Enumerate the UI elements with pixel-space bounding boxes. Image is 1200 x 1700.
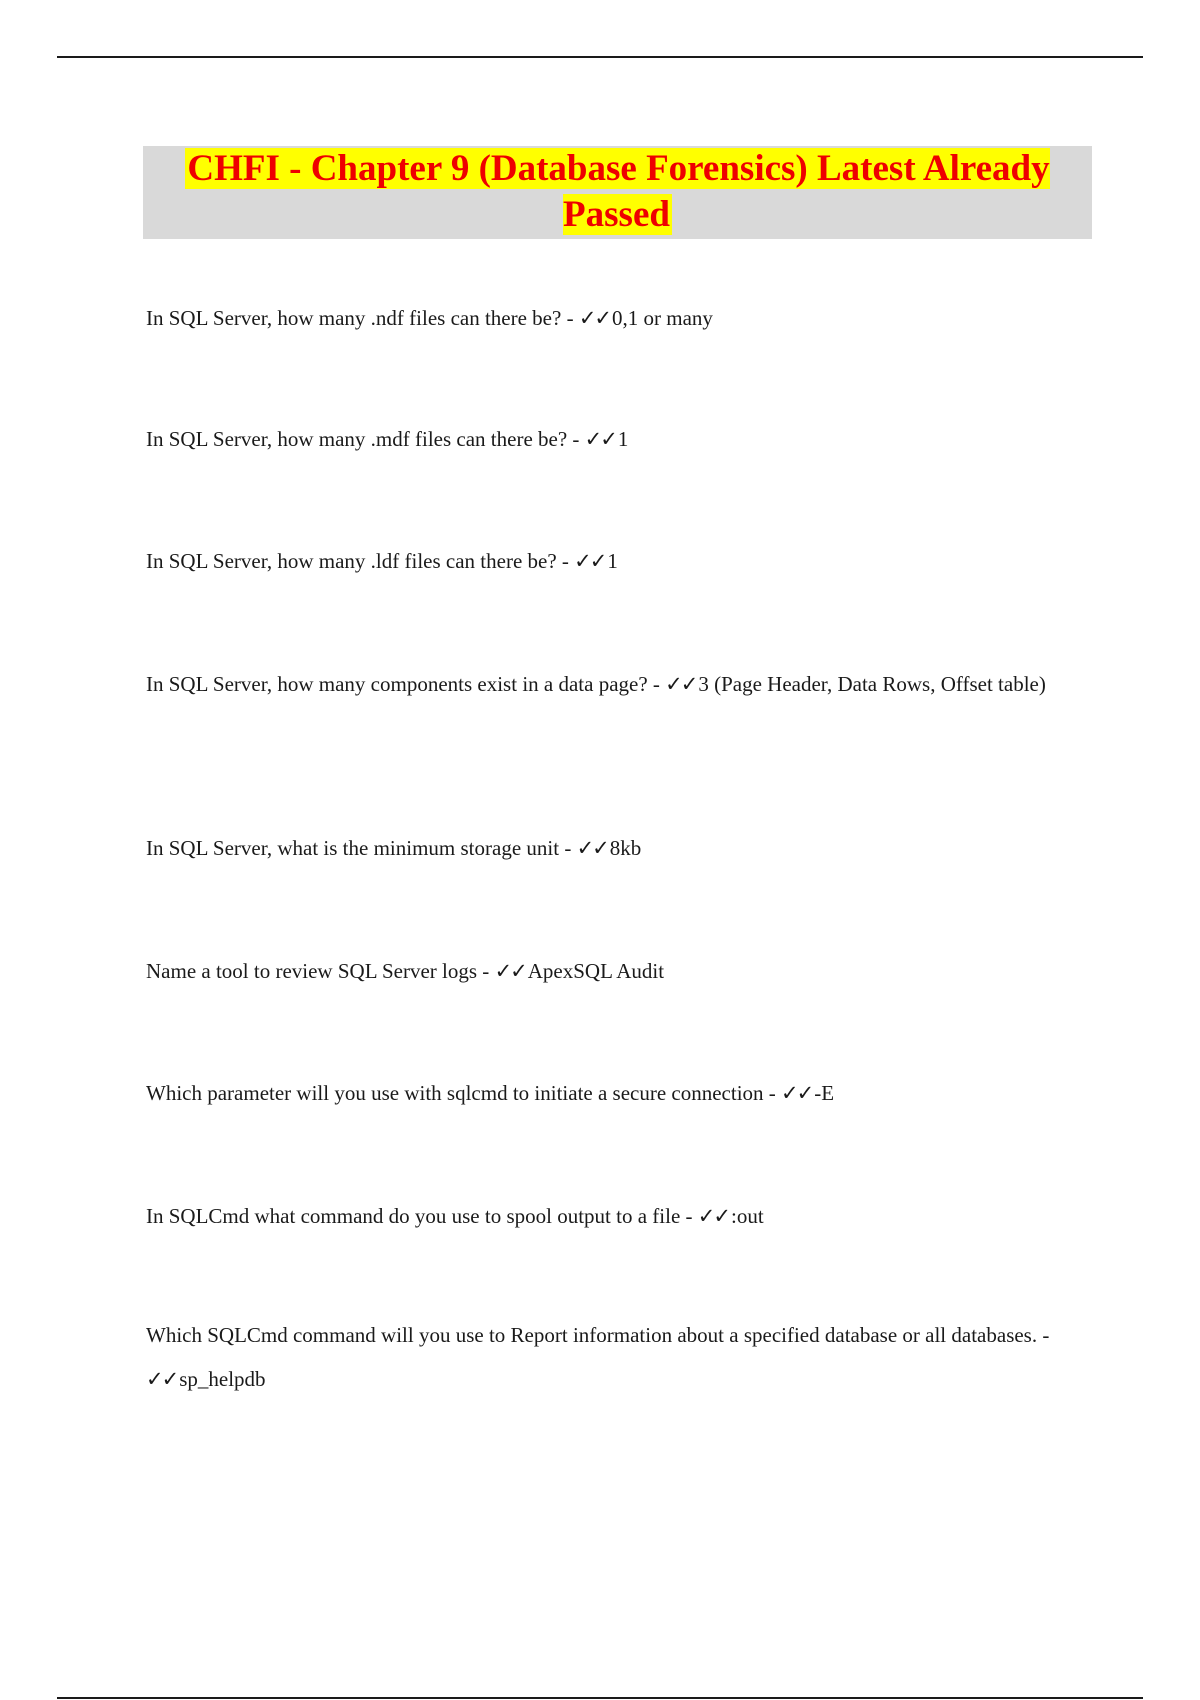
qa-item <box>146 539 1086 583</box>
qa-item <box>146 1194 1086 1238</box>
question-text: In SQL Server, how many .mdf files can there be? - <box>146 427 585 451</box>
answer-text: 1 <box>617 427 629 451</box>
double-check-icon: ✓✓ <box>494 959 526 983</box>
question-text: In SQLCmd what command do you use to spool output to a file - <box>146 1204 698 1228</box>
answer-text: 0,1 or many <box>612 306 713 330</box>
double-check-icon: ✓✓ <box>697 1204 729 1228</box>
double-check-icon: ✓✓ <box>574 549 606 573</box>
question-text: Name a tool to review SQL Server logs - <box>146 959 495 983</box>
question-text: In SQL Server, how many components exist in a data page? - <box>146 672 666 696</box>
qa-item <box>146 417 1086 461</box>
qa-item <box>146 662 1086 706</box>
double-check-icon: ✓✓ <box>578 306 611 330</box>
qa-item <box>146 1071 1086 1115</box>
answer-text: 1 <box>607 549 618 573</box>
header-rule <box>57 56 1143 58</box>
document-title: CHFI - Chapter 9 (Database Forensics) Latest Already Passed <box>187 148 1050 235</box>
answer-text: -E <box>814 1081 835 1105</box>
question-text: In SQL Server, how many .ndf files can there be? - <box>146 306 579 330</box>
double-check-icon: ✓✓ <box>146 1367 178 1391</box>
answer-text: :out <box>730 1204 764 1228</box>
question-text: In SQL Server, how many .ldf files can there be? - <box>146 549 575 573</box>
qa-item <box>146 1313 1086 1401</box>
answer-text: 3 (Page Header, Data Rows, Offset table) <box>698 672 1046 696</box>
double-check-icon: ✓✓ <box>665 672 697 696</box>
footer-rule <box>57 1697 1143 1699</box>
qa-item <box>146 949 1086 993</box>
answer-text: sp_helpdb <box>179 1367 266 1391</box>
question-text: Which SQLCmd command will you use to Report information about a specified database or all databases. - <box>146 1323 1050 1347</box>
answer-text: ApexSQL Audit <box>527 959 665 983</box>
double-check-icon: ✓✓ <box>584 427 616 451</box>
qa-item <box>146 826 1086 870</box>
question-text: In SQL Server, what is the minimum storage unit - <box>146 836 577 860</box>
question-text: Which parameter will you use with sqlcmd to initiate a secure connection - <box>146 1081 782 1105</box>
double-check-icon: ✓✓ <box>781 1081 813 1105</box>
answer-text: 8kb <box>609 836 642 860</box>
qa-item <box>146 296 1086 340</box>
double-check-icon: ✓✓ <box>576 836 608 860</box>
title-banner <box>143 146 1092 239</box>
